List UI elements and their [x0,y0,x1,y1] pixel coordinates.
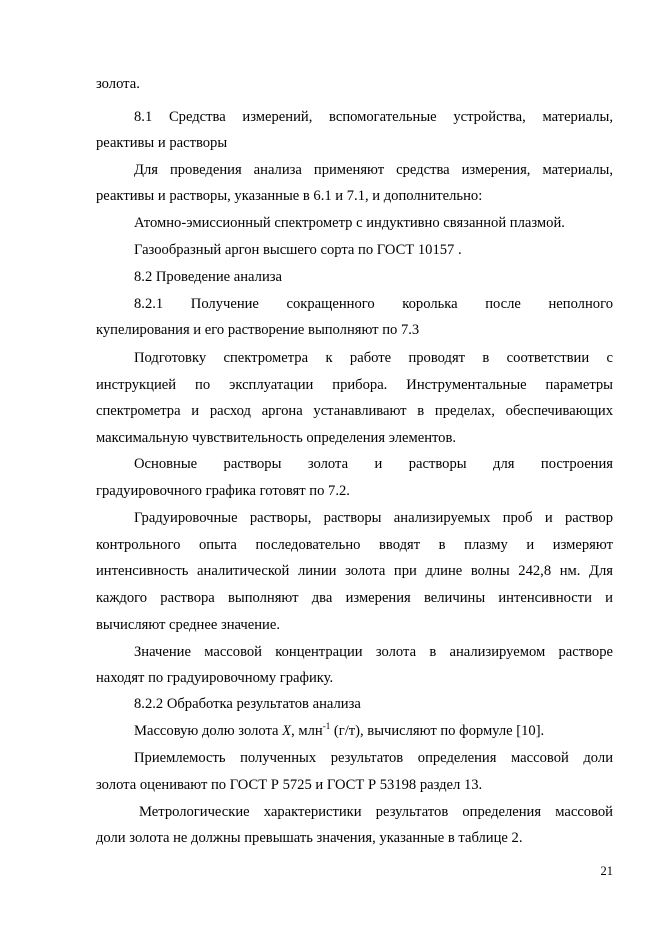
text-line: Для проведения анализа применяют средства измерения, материалы, [134,162,613,178]
text-line: золота. [96,76,140,92]
formula-exponent: -1 [322,721,331,732]
text-line: Основные растворы золота и растворы для построения [134,456,613,472]
formula-variable: X [282,723,292,739]
text-line: Приемлемость полученных результатов определения массовой доли [134,750,613,766]
text-line: каждого раствора выполняют два измерения величины интенсивности и [96,590,613,606]
formula-line [134,722,613,740]
text-line: контрольного опыта последовательно вводят в плазму и измеряют [96,537,613,553]
text-line: реактивы и растворы [96,135,228,151]
text-line: находят по градуировочному графику. [96,670,334,686]
text-line: градуировочного графика готовят по 7.2. [96,483,350,499]
text-line: инструкцией по эксплуатации прибора. Инструментальные параметры [96,377,613,393]
text-line: спектрометра и расход аргона устанавливают в пределах, обеспечивающих [96,403,613,419]
section-heading-8-2-2: 8.2.2 Обработка результатов анализа [134,696,361,712]
text-line: 8.2.1 Получение сокращенного королька после неполного [134,296,613,312]
text-line: Метрологические характеристики результатов определения массовой [139,804,613,820]
text-line: золота оценивают по ГОСТ Р 5725 и ГОСТ Р 53198 раздел 13. [96,777,483,793]
section-heading-8-1: 8.1 Средства измерений, вспомогательные устройства, материалы, [134,109,613,125]
text-line: Подготовку спектрометра к работе проводят в соответствии с [134,350,613,366]
formula-text-before: Массовую долю золота [134,723,283,739]
text-line: реактивы и растворы, указанные в 6.1 и 7.1, и дополнительно: [96,188,483,204]
text-line: Градуировочные растворы, растворы анализируемых проб и раствор [134,510,613,526]
text-line: Газообразный аргон высшего сорта по ГОСТ 10157 . [134,242,462,258]
formula-text-after: (г/т), вычисляют по формуле [10]. [330,723,545,739]
page-number: 21 [600,864,613,878]
text-line: интенсивность аналитической линии золота при длине волны 242,8 нм. Для [96,563,613,579]
text-line: вычисляют среднее значение. [96,617,280,633]
formula-unit: , млн [291,723,323,739]
text-line: Значение массовой концентрации золота в анализируемом растворе [134,644,613,660]
text-line: максимальную чувствительность определения элементов. [96,430,457,446]
text-line: Атомно-эмиссионный спектрометр с индуктивно связанной плазмой. [134,215,565,231]
text-line: купелирования и его растворение выполняют по 7.3 [96,322,420,338]
text-line: доли золота не должны превышать значения, указанные в таблице 2. [96,830,523,846]
section-heading-8-2: 8.2 Проведение анализа [134,269,282,285]
